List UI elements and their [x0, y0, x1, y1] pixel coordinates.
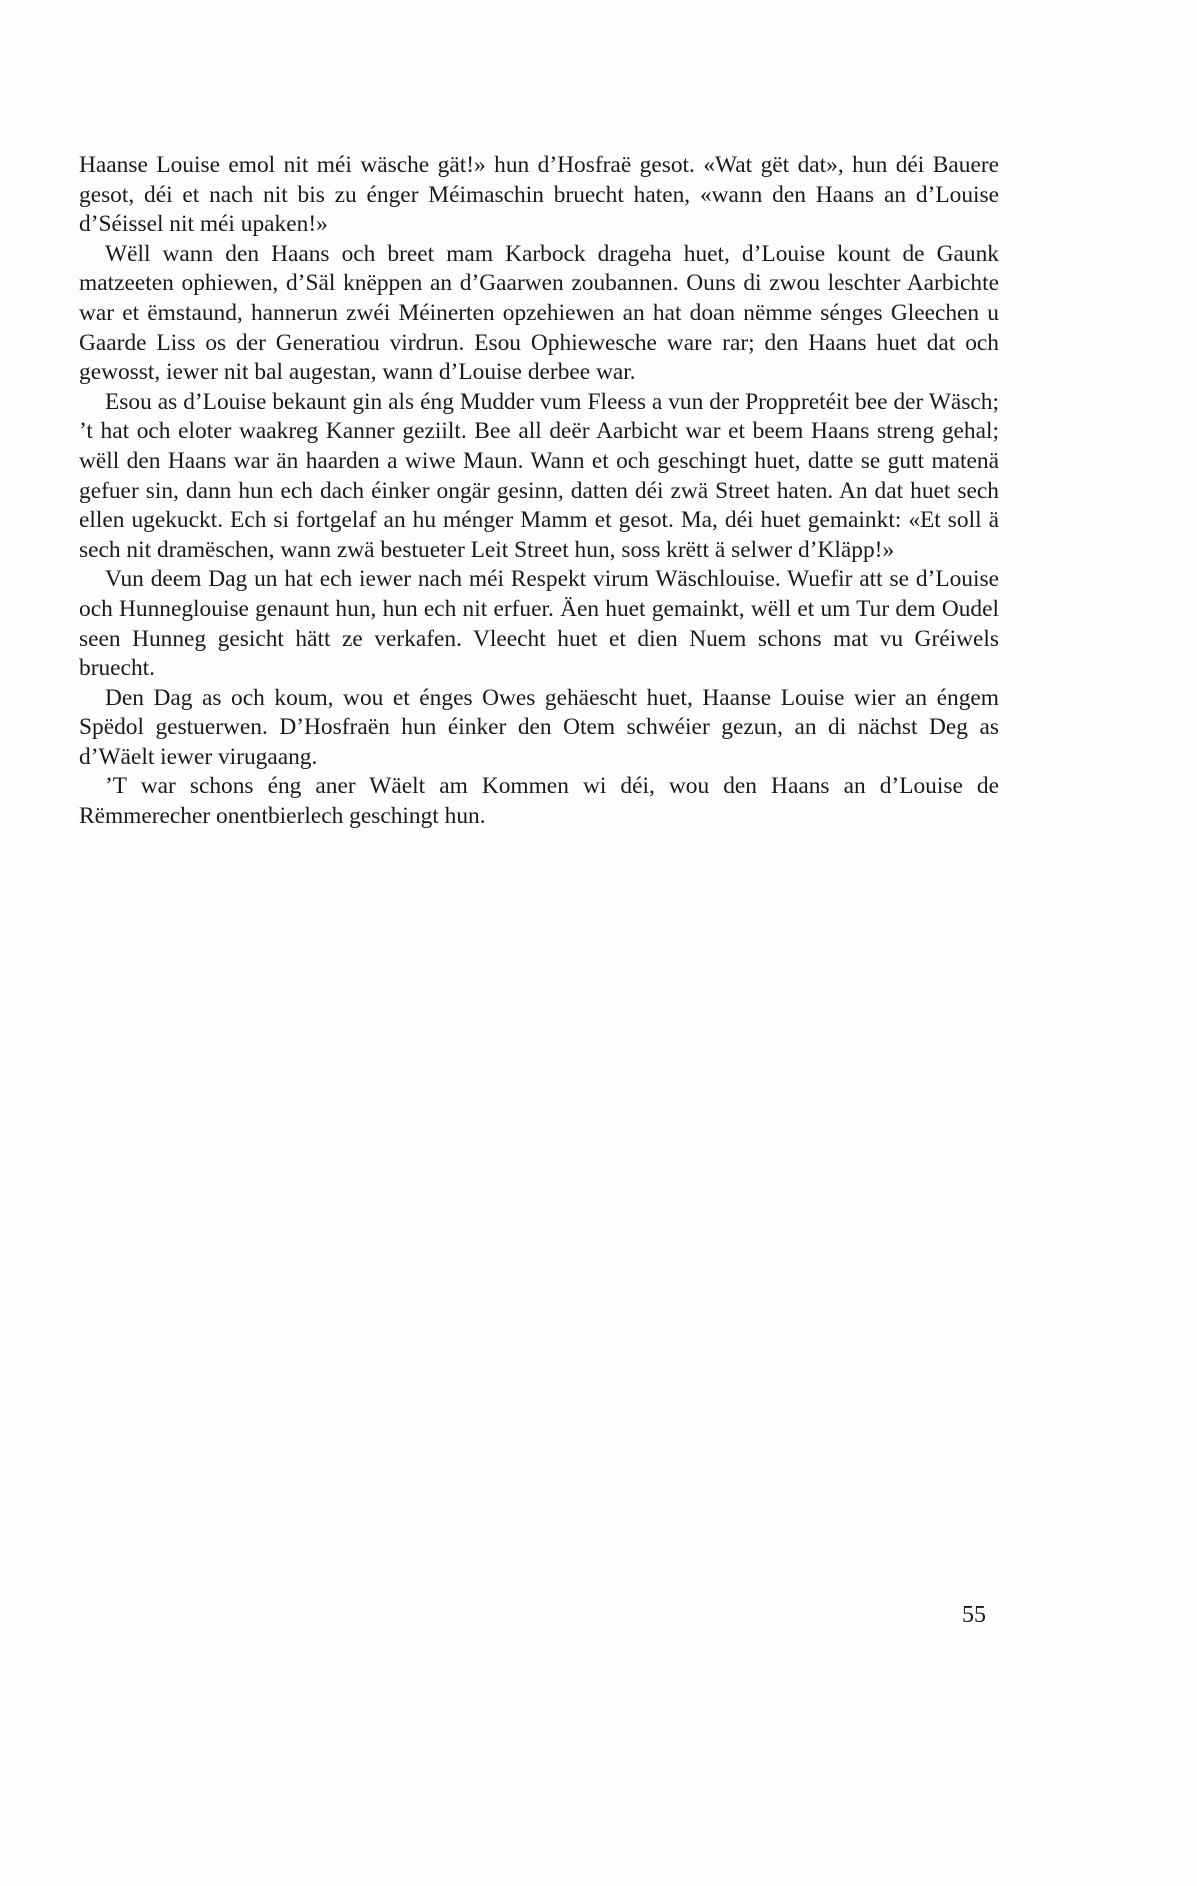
paragraph: Den Dag as och koum, wou et énges Owes gehäescht huet, Haanse Louise wier an éngem Spëdol gestuerwen. D’Hosfraën hun éinker den Otem schwéier gezun, an di nächst Deg as d’Wäelt iewer virugaang. — [79, 684, 999, 770]
paragraph: Vun deem Dag un hat ech iewer nach méi Respekt virum Wäschlouise. Wuefir att se d’Louise och Hunneglouise genaunt hun, hun ech nit erfuer. Äen huet gemainkt, wëll et um Tur dem Oudel seen Hunneg gesicht hätt ze verkafen. Vleecht huet et dien Nuem schons mat vu Gréiwels bruecht. — [79, 566, 999, 682]
body-text — [79, 151, 999, 832]
page-number: 55 — [962, 1602, 986, 1628]
paragraph: ’T war schons éng aner Wäelt am Kommen wi déi, wou den Haans an d’Louise de Rëmmerecher onentbierlech geschingt hun. — [79, 773, 999, 830]
paragraph: Wëll wann den Haans och breet mam Karbock drageha huet, d’Louise kount de Gaunk matzeeten ophiewen, d’Säl knëppen an d’Gaarwen zoubannen. Ouns di zwou leschter Aarbichte war et ëmstaund, hannerun zwéi Méinerten opzehiewen an hat doan nëmme sénges Gleechen u Gaarde Liss os der Generatiou virdrun. Esou Ophiewesche ware rar; den Haans huet dat och gewosst, iewer nit bal augestan, wann d’Louise derbee war. — [79, 240, 999, 386]
paragraph: Haanse Louise emol nit méi wäsche gät!» hun d’Hosfraë gesot. «Wat gët dat», hun déi Bauere gesot, déi et nach nit bis zu énger Méimaschin bruecht haten, «wann den Haans an d’Louise d’Séissel nit méi upaken!» — [79, 152, 999, 238]
paragraph: Esou as d’Louise bekaunt gin als éng Mudder vum Fleess a vun der Proppretéit bee der Wäsch; ’t hat och eloter waakreg Kanner geziilt. Bee all deër Aarbicht war et beem Haans streng gehal; wëll den Haans war än haarden a wiwe Maun. Wann et och geschingt huet, datte se gutt matenä gefuer sin, dann hun ech dach éinker ongär gesinn, datten déi zwä Street haten. An dat huet sech ellen ugekuckt. Ech si fortgelaf an hu ménger Mamm et gesot. Ma, déi huet gemainkt: «Et soll ä sech nit dramëschen, wann zwä bestueter Leit Street hun, soss krëtt ä selwer d’Kläpp!» — [79, 388, 999, 563]
